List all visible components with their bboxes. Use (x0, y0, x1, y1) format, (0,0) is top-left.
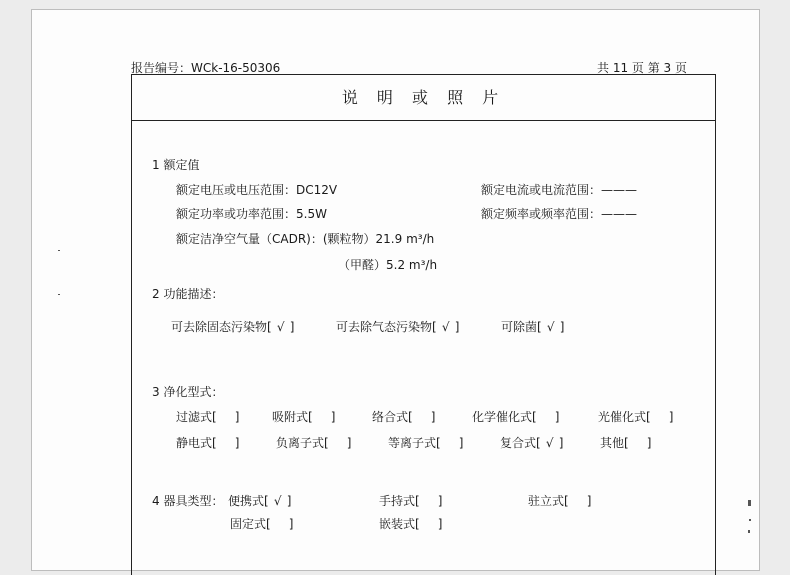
document-page (31, 9, 760, 571)
option-plasma: 等离子式[ ] (388, 436, 464, 450)
rated-frequency: 额定频率或频率范围：——— (481, 207, 638, 221)
page-title: 说 明 或 照 片 (132, 75, 715, 121)
option-photocatalysis: 光催化式[ ] (598, 410, 674, 424)
option-negative-ion: 负离子式[ ] (276, 436, 352, 450)
cadr-particle: 额定洁净空气量（CADR)：(颗粒物）21.9 m³/h (176, 232, 435, 246)
page-count: 共 11 页 第 3 页 (597, 61, 687, 75)
checkmark: √ (273, 494, 282, 508)
rated-voltage: 额定电压或电压范围：DC12V (176, 183, 338, 197)
checkmark: √ (276, 320, 285, 334)
checkmark: √ (546, 320, 555, 334)
option-adsorption: 吸附式[ ] (272, 410, 336, 424)
option-sterilize: 可除菌[ √ ] (501, 320, 565, 334)
scan-speck (749, 519, 751, 521)
checkmark: √ (545, 436, 554, 450)
cadr-formaldehyde: （甲醛）5.2 m³/h (338, 258, 438, 272)
rated-power: 额定功率或功率范围：5.5W (176, 207, 327, 221)
scan-speck (748, 530, 750, 533)
scan-speck (748, 500, 751, 506)
section4-heading: 4 器具类型： (152, 494, 224, 508)
report-number: 报告编号：WCk-16-50306 (131, 61, 281, 75)
option-other: 其他[ ] (600, 436, 652, 450)
option-freestanding: 驻立式[ ] (528, 494, 592, 508)
content-frame (131, 74, 716, 575)
option-complexation: 络合式[ ] (372, 410, 436, 424)
rated-current: 额定电流或电流范围：——— (481, 183, 638, 197)
section2-heading: 2 功能描述： (152, 287, 224, 301)
section3-heading: 3 净化型式： (152, 385, 224, 399)
option-embedded: 嵌装式[ ] (379, 517, 443, 531)
scan-speck (58, 250, 60, 251)
scan-speck (58, 294, 60, 295)
section1-heading: 1 额定值 (152, 158, 200, 172)
option-filter: 过滤式[ ] (176, 410, 240, 424)
option-composite: 复合式[ √ ] (500, 436, 564, 450)
option-portable: 便携式[ √ ] (228, 494, 292, 508)
option-electrostatic: 静电式[ ] (176, 436, 240, 450)
checkmark: √ (441, 320, 450, 334)
option-solid-pollutants: 可去除固态污染物[ √ ] (171, 320, 295, 334)
option-fixed: 固定式[ ] (230, 517, 294, 531)
option-chemical-catalysis: 化学催化式[ ] (472, 410, 560, 424)
option-handheld: 手持式[ ] (379, 494, 443, 508)
option-gas-pollutants: 可去除气态污染物[ √ ] (336, 320, 460, 334)
